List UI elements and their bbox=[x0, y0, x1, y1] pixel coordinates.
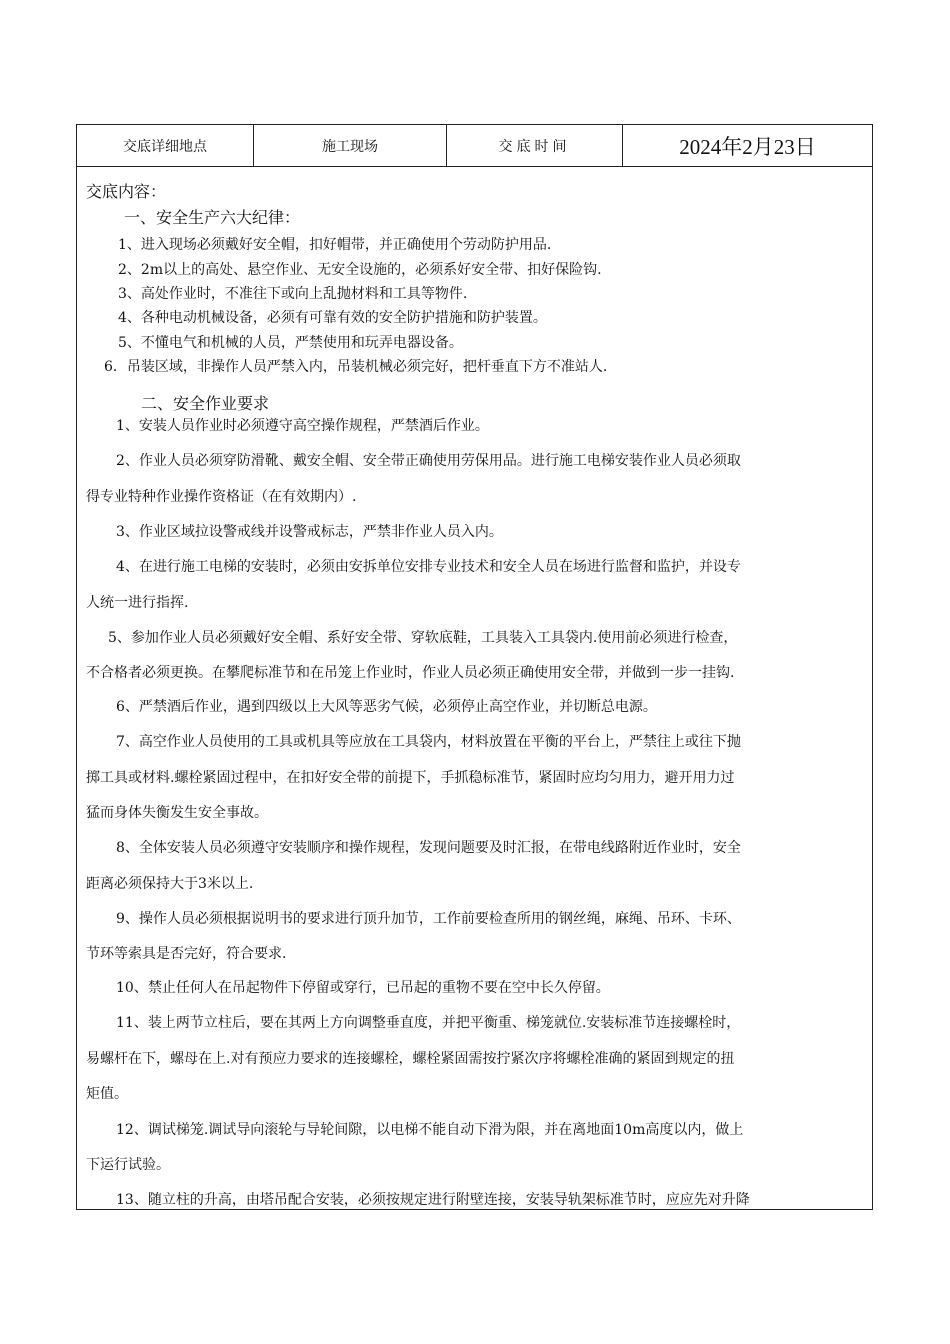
section2-line: 节环等索具是否完好，符合要求. bbox=[86, 946, 287, 962]
section1-item: 5、不懂电气和机械的人员，严禁使用和玩弄电器设备。 bbox=[118, 335, 463, 351]
section1-item: 3、高处作业时，不准往下或向上乱抛材料和工具等物件. bbox=[118, 286, 468, 302]
section1-item: 6．吊装区域，非操作人员严禁入内，吊装机械必须完好，把杆垂直下方不准站人. bbox=[104, 359, 608, 375]
section2-line: 10、禁止任何人在吊起物件下停留或穿行，已吊起的重物不要在空中长久停留。 bbox=[116, 980, 610, 996]
section2-line: 3、作业区域拉设警戒线并设警戒标志，严禁非作业人员入内。 bbox=[116, 524, 503, 540]
section1-item: 4、各种电动机械设备，必须有可靠有效的安全防护措施和防护装置。 bbox=[118, 310, 547, 326]
location-value: 施工现场 bbox=[254, 125, 447, 166]
section2-line: 12、调试梯笼.调试导向滚轮与导轮间隙，以电梯不能自动下滑为限，并在离地面10m高度以内，做上 bbox=[116, 1122, 744, 1138]
section2-line: 易螺杆在下，螺母在上.对有预应力要求的连接螺栓，螺栓紧固需按拧紧次序将螺栓准确的紧固到规定的扭 bbox=[86, 1051, 735, 1067]
section2-line: 不合格者必须更换。在攀爬标准节和在吊笼上作业时，作业人员必须正确使用安全带，并做到一步一挂钩. bbox=[86, 665, 735, 681]
section2-line: 掷工具或材料.螺栓紧固过程中，在扣好安全带的前提下，手抓稳标准节，紧固时应均匀用力，避开用力过 bbox=[86, 770, 735, 786]
time-label: 交底时间 bbox=[447, 125, 623, 166]
header-row bbox=[77, 125, 872, 167]
location-label: 交底详细地点 bbox=[77, 125, 254, 166]
section2-line: 2、作业人员必须穿防滑靴、戴安全帽、安全带正确使用劳保用品。进行施工电梯安装作业人员必须取 bbox=[116, 453, 741, 469]
section1-item: 1、进入现场必须戴好安全帽，扣好帽带，并正确使用个劳动防护用品. bbox=[118, 237, 552, 253]
section2-line: 猛而身体失衡发生安全事故。 bbox=[86, 805, 268, 821]
section2-line: 1、安装人员作业时必须遵守高空操作规程，严禁酒后作业。 bbox=[116, 418, 489, 434]
section2-line: 得专业特种作业操作资格证（在有效期内）. bbox=[86, 489, 357, 505]
time-value: 2024年2月23日 bbox=[679, 134, 816, 159]
section2-line: 人统一进行指挥. bbox=[86, 595, 189, 611]
section2-line: 下运行试验。 bbox=[86, 1157, 170, 1173]
section2-line: 9、操作人员必须根据说明书的要求进行顶升加节，工作前要检查所用的钢丝绳，麻绳、吊环、卡环、 bbox=[116, 911, 741, 927]
section1-item: 2、2m以上的高处、悬空作业、无安全设施的，必须系好安全带、扣好保险钩. bbox=[118, 262, 602, 278]
section2-line: 5、参加作业人员必须戴好安全帽、系好安全带、穿软底鞋，工具装入工具袋内.使用前必须进行检查， bbox=[108, 630, 738, 646]
section2-line: 矩值。 bbox=[86, 1086, 128, 1102]
disclosure-table bbox=[76, 124, 873, 1210]
section2-line: 8、全体安装人员必须遵守安装顺序和操作规程，发现问题要及时汇报，在带电线路附近作业时，安全 bbox=[116, 840, 741, 856]
section2-line: 11、装上两节立柱后，要在其两上方向调整垂直度，并把平衡重、梯笼就位.安装标准节连接螺栓时， bbox=[116, 1015, 741, 1031]
section2-line: 7、高空作业人员使用的工具或机具等应放在工具袋内，材料放置在平衡的平台上，严禁往上或往下抛 bbox=[116, 734, 741, 750]
section2-title: 二、安全作业要求 bbox=[141, 394, 270, 413]
section2-line: 4、在进行施工电梯的安装时，必须由安拆单位安排专业技术和安全人员在场进行监督和监护，并设专 bbox=[116, 559, 741, 575]
section2-line: 距离必须保持大于3米以上. bbox=[86, 876, 254, 892]
section2-line: 6、严禁酒后作业，遇到四级以上大风等恶劣气候，必须停止高空作业，并切断总电源。 bbox=[116, 699, 657, 715]
intro-label: 交底内容： bbox=[86, 182, 167, 201]
section2-line: 13、随立柱的升高，由塔吊配合安装，必须按规定进行附壁连接，安装导轨架标准节时，应应先对升降 bbox=[116, 1192, 750, 1208]
section1-title: 一、安全生产六大纪律： bbox=[124, 208, 301, 227]
